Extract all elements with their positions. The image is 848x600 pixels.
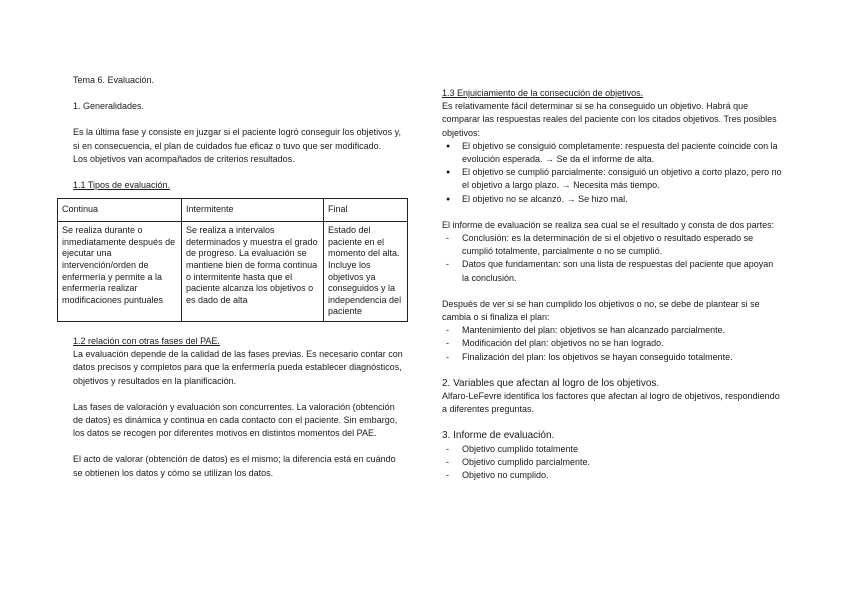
section-2-heading: 2. Variables que afectan al logro de los objetivos.: [442, 377, 660, 389]
types-heading: 1.1 Tipos de evaluación.: [73, 180, 171, 191]
table-header: Continua: [58, 199, 182, 222]
after-paragraph: Después de ver si se han cumplido los objetivos o no, se debe de plantear si se cambia o si finaliza el plan:: [442, 298, 760, 323]
judgement-heading: 1.3 Enjuiciamiento de la consecución de objetivos.: [442, 88, 644, 98]
section-3-heading: 3. Informe de evaluación.: [442, 430, 555, 442]
evaluation-types-table: [57, 198, 408, 322]
section-2-paragraph: Alfaro-LeFevre identifica los factores que afectan al logro de objetivos, respondiendo a diferentes preguntas.: [442, 391, 780, 415]
table-header: Final: [324, 199, 408, 222]
list-item: ● El objetivo se consiguió completamente: respuesta del paciente coincide con la evolución esperada. → Se da el informe de alta.: [442, 140, 782, 166]
table-header: Intermitente: [182, 199, 324, 222]
left-column: [62, 74, 403, 480]
list-item: - Mantenimiento del plan: objetivos se han alcanzado parcialmente.: [442, 324, 782, 337]
table-cell: Se realiza durante o inmediatamente después de ejecutar una intervención/orden de enfermería y permite a la enfermería realizar modificaciones puntuales: [58, 222, 182, 322]
table-cell: Estado del paciente en el momento del alta. Incluye los objetivos ya conseguidos y la independencia del paciente: [324, 222, 408, 322]
judgement-paragraph: Es relativamente fácil determinar si se ha conseguido un objetivo. Habrá que comparar las respuestas reales del paciente con los citados objetivos. Tres posibles objetivos:: [442, 101, 777, 138]
intro-note: Los objetivos van acompañados de criterios resultados.: [73, 153, 295, 164]
report-paragraph: El informe de evaluación se realiza sea cual se el resultado y consta de dos partes:: [442, 219, 775, 230]
table-row: [58, 222, 408, 322]
report-items-list: [442, 443, 782, 483]
relation-paragraph-1: La evaluación depende de la calidad de las fases previas. Es necesario contar con datos precisos y completos para que la enfermería pueda establecer diagnósticos, objetivos y resultados en la planificación.: [73, 349, 403, 386]
list-item: - Objetivo cumplido totalmente: [442, 443, 782, 456]
list-item: - Objetivo no cumplido.: [442, 469, 782, 482]
relation-paragraph-3: El acto de valorar (obtención de datos) es el mismo; la diferencia está en cuándo se obtienen los datos y cómo se utilizan los datos.: [73, 454, 396, 478]
table-header-row: [58, 199, 408, 222]
list-item: ● El objetivo se cumplió parcialmente: consiguió un objetivo a corto plazo, pero no el objetivo a largo plazo. → Necesita más tiempo.: [442, 166, 782, 192]
intro-paragraph: Es la última fase y consiste en juzgar si el paciente logró conseguir los objetivos y, si en consecuencia, el plan de cuidados fue eficaz o tuvo que ser modificado.: [73, 127, 401, 151]
table-cell: Se realiza a intervalos determinados y muestra el grado de progreso. La evaluación se mantiene bien de forma continua o intermitente hasta que el paciente alcanza los objetivos o es dado de alta: [182, 222, 324, 322]
document-title: Tema 6. Evaluación.: [73, 75, 155, 85]
plan-changes-list: [442, 324, 782, 364]
list-item: - Objetivo cumplido parcialmente.: [442, 456, 782, 469]
relation-heading: 1.2 relación con otras fases del PAE.: [73, 335, 220, 346]
list-item: ● El objetivo no se alcanzó. → Se hizo mal.: [442, 193, 782, 206]
list-item: - Datos que fundamentan: son una lista de respuestas del paciente que apoyan la conclusión.: [442, 258, 782, 284]
relation-paragraph-2: Las fases de valoración y evaluación son concurrentes. La valoración (obtención de datos) es dinámica y continua en cada contacto con el paciente. Sin embargo, los datos se recogen por diferentes motivos en distintos momentos del PAE.: [73, 401, 398, 439]
list-item: - Finalización del plan: los objetivos se hayan conseguido totalmente.: [442, 351, 782, 364]
list-item: - Conclusión: es la determinación de si el objetivo o resultado esperado se cumplió totalmente, parcialmente o no se cumplió.: [442, 232, 782, 258]
section-1-heading: 1. Generalidades.: [73, 101, 145, 112]
list-item: - Modificación del plan: objetivos no se han logrado.: [442, 337, 782, 350]
report-parts-list: [442, 232, 782, 285]
outcomes-list: [442, 140, 782, 206]
right-column: [442, 87, 782, 482]
